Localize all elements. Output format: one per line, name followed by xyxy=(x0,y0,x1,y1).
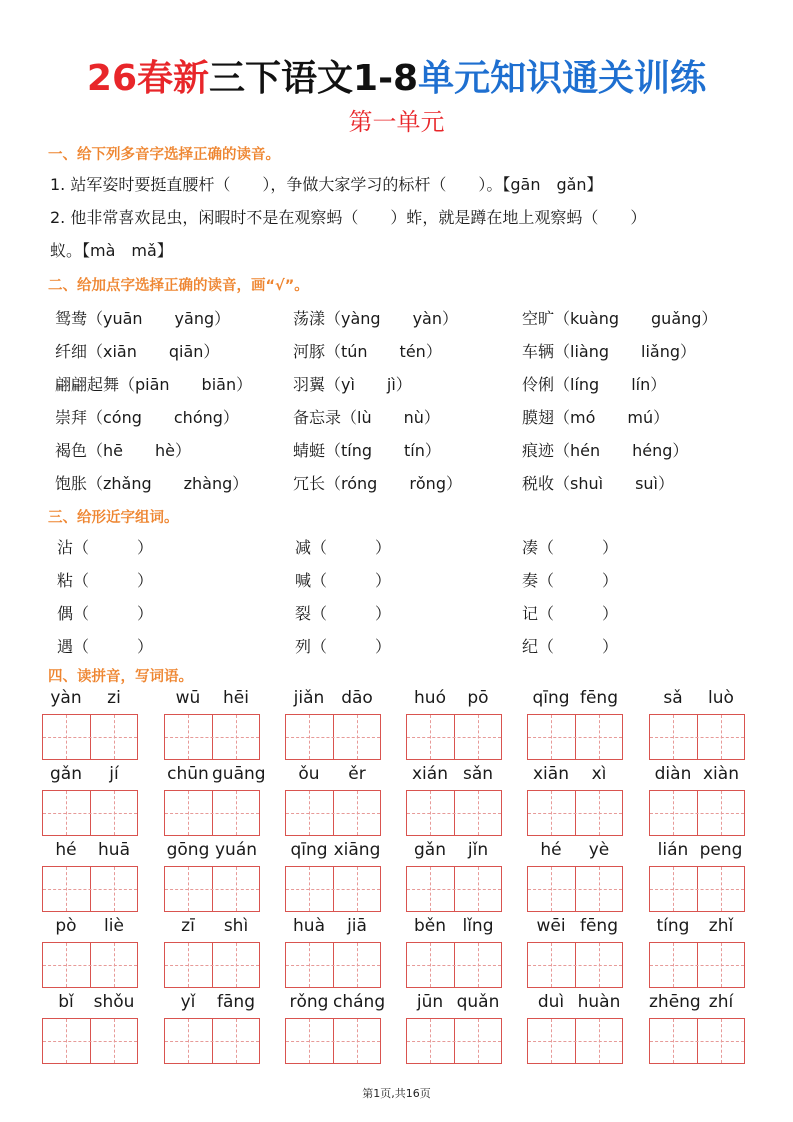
pinyin-pair xyxy=(406,688,502,712)
character-writing-box[interactable] xyxy=(649,790,745,836)
grid-guide-line xyxy=(528,737,622,738)
pinyin-syllable: xì xyxy=(591,764,607,784)
pinyin-pair xyxy=(42,764,138,788)
character-writing-box[interactable] xyxy=(527,866,623,912)
unit-subtitle: 第一单元 xyxy=(348,108,445,136)
pinyin-syllable: jūn xyxy=(416,992,444,1012)
grid-guide-line xyxy=(43,965,137,966)
pinyin-pair xyxy=(42,992,138,1016)
pinyin-pair xyxy=(42,688,138,712)
character-writing-box[interactable] xyxy=(649,866,745,912)
grid-guide-line xyxy=(650,737,744,738)
character-writing-box[interactable] xyxy=(527,942,623,988)
character-writing-box[interactable] xyxy=(406,790,502,836)
character-writing-box[interactable] xyxy=(406,866,502,912)
reading-choice-item: 河豚（tún tén） xyxy=(293,342,442,361)
question-2-line-1: 2. 他非常喜欢昆虫，闲暇时不是在观察蚂（ ）蚱，就是蹲在地上观察蚂（ ） xyxy=(50,208,647,227)
pinyin-pair xyxy=(527,840,623,864)
character-writing-box[interactable] xyxy=(649,714,745,760)
reading-choice-item: 翩翩起舞（piān biān） xyxy=(55,375,253,394)
grid-guide-line xyxy=(43,737,137,738)
character-writing-box[interactable] xyxy=(42,866,138,912)
reading-choice-item: 羽翼（yì jì） xyxy=(293,375,412,394)
pinyin-syllable: xián xyxy=(412,764,448,784)
pinyin-syllable: yǐ xyxy=(180,992,196,1012)
pinyin-pair xyxy=(285,992,386,1016)
character-writing-box[interactable] xyxy=(406,714,502,760)
character-writing-box[interactable] xyxy=(42,942,138,988)
pinyin-syllable: zhí xyxy=(708,992,734,1012)
character-writing-box[interactable] xyxy=(285,1018,381,1064)
grid-guide-line xyxy=(286,813,380,814)
pinyin-pair xyxy=(406,764,502,788)
pinyin-syllable: hé xyxy=(540,840,562,860)
grid-guide-line xyxy=(407,889,501,890)
pinyin-syllable: gǎn xyxy=(414,840,446,860)
title-part-2: 三下语文1-8 xyxy=(209,58,419,99)
pinyin-syllable: ǒu xyxy=(298,764,320,784)
pinyin-syllable: dāo xyxy=(341,688,373,708)
character-writing-box[interactable] xyxy=(285,790,381,836)
pinyin-pair xyxy=(285,688,381,712)
pinyin-syllable: lǐng xyxy=(462,916,494,936)
grid-guide-line xyxy=(528,965,622,966)
pinyin-syllable: yè xyxy=(588,840,610,860)
grid-guide-line xyxy=(650,965,744,966)
pinyin-syllable: liè xyxy=(104,916,124,936)
pinyin-pair xyxy=(285,916,381,940)
pinyin-syllable: huā xyxy=(98,840,130,860)
reading-choice-item: 饱胀（zhǎng zhàng） xyxy=(55,474,249,493)
grid-guide-line xyxy=(165,813,259,814)
reading-choice-item: 纤细（xiān qiān） xyxy=(55,342,220,361)
character-writing-box[interactable] xyxy=(527,790,623,836)
pinyin-syllable: rǒng xyxy=(289,992,329,1012)
word-group-item: 奏（ ） xyxy=(522,571,619,590)
pinyin-pair xyxy=(164,764,266,788)
character-writing-box[interactable] xyxy=(42,714,138,760)
pinyin-syllable: duì xyxy=(537,992,565,1012)
title-part-1: 26春新 xyxy=(86,58,210,99)
grid-guide-line xyxy=(528,1041,622,1042)
pinyin-pair xyxy=(285,840,381,864)
pinyin-syllable: xiān xyxy=(533,764,569,784)
pinyin-syllable: běn xyxy=(413,916,447,936)
pinyin-syllable: hēi xyxy=(223,688,249,708)
character-writing-box[interactable] xyxy=(164,942,260,988)
pinyin-syllable: xiāng xyxy=(333,840,381,860)
word-group-item: 偶（ ） xyxy=(57,604,154,623)
pinyin-syllable: zi xyxy=(107,688,121,708)
pinyin-pair xyxy=(527,688,623,712)
pinyin-syllable: pò xyxy=(55,916,77,936)
grid-guide-line xyxy=(650,1041,744,1042)
character-writing-box[interactable] xyxy=(406,942,502,988)
pinyin-syllable: jiā xyxy=(347,916,367,936)
pinyin-syllable: fēng xyxy=(579,688,618,708)
pinyin-syllable: qīng xyxy=(290,840,328,860)
pinyin-syllable: pō xyxy=(467,688,489,708)
section-1-heading: 一、给下列多音字选择正确的读音。 xyxy=(48,147,280,163)
pinyin-syllable: xiàn xyxy=(703,764,739,784)
character-writing-box[interactable] xyxy=(285,866,381,912)
grid-guide-line xyxy=(528,813,622,814)
title-part-3: 单元知识通关训练 xyxy=(418,58,707,99)
reading-choice-item: 蜻蜓（tíng tín） xyxy=(293,441,441,460)
grid-guide-line xyxy=(528,889,622,890)
reading-choice-item: 冗长（róng rǒng） xyxy=(293,474,462,493)
question-1: 1. 站军姿时要挺直腰杆（ ），争做大家学习的标杆（ ）。【gān gǎn】 xyxy=(50,175,603,194)
pinyin-syllable: sǎn xyxy=(462,764,494,784)
character-writing-box[interactable] xyxy=(527,714,623,760)
grid-guide-line xyxy=(43,1041,137,1042)
reading-choice-item: 税收（shuì suì） xyxy=(522,474,674,493)
pinyin-pair xyxy=(406,916,502,940)
pinyin-syllable: diàn xyxy=(654,764,692,784)
pinyin-pair xyxy=(649,688,745,712)
character-writing-box[interactable] xyxy=(527,1018,623,1064)
pinyin-pair xyxy=(527,992,623,1016)
pinyin-syllable: gǎn xyxy=(50,764,82,784)
pinyin-pair xyxy=(164,916,260,940)
grid-guide-line xyxy=(407,813,501,814)
question-2-line-2: 蚁。【mà mǎ】 xyxy=(50,241,173,260)
reading-choice-item: 荡漾（yàng yàn） xyxy=(293,309,458,328)
pinyin-syllable: jiǎn xyxy=(293,688,325,708)
pinyin-syllable: yuán xyxy=(214,840,258,860)
character-writing-box[interactable] xyxy=(42,1018,138,1064)
pinyin-pair xyxy=(164,688,260,712)
pinyin-pair xyxy=(649,764,745,788)
pinyin-syllable: zī xyxy=(181,916,195,936)
reading-choice-item: 伶俐（líng lín） xyxy=(522,375,667,394)
pinyin-syllable: huó xyxy=(414,688,446,708)
word-group-item: 沾（ ） xyxy=(57,538,154,557)
grid-guide-line xyxy=(286,1041,380,1042)
pinyin-syllable: guāng xyxy=(212,764,266,784)
grid-guide-line xyxy=(650,889,744,890)
word-group-item: 记（ ） xyxy=(522,604,619,623)
pinyin-syllable: peng xyxy=(699,840,743,860)
word-group-item: 粘（ ） xyxy=(57,571,154,590)
pinyin-syllable: zhǐ xyxy=(708,916,734,936)
character-writing-box[interactable] xyxy=(164,866,260,912)
pinyin-syllable: zhēng xyxy=(649,992,701,1012)
pinyin-pair xyxy=(42,840,138,864)
section-3-heading: 三、给形近字组词。 xyxy=(48,510,179,526)
reading-choice-item: 备忘录（lù nù） xyxy=(293,408,440,427)
reading-choice-item: 空旷（kuàng guǎng） xyxy=(522,309,718,328)
pinyin-syllable: ěr xyxy=(348,764,366,784)
reading-choice-item: 车辆（liàng liǎng） xyxy=(522,342,696,361)
grid-guide-line xyxy=(165,1041,259,1042)
reading-choice-item: 痕迹（hén héng） xyxy=(522,441,689,460)
word-group-item: 裂（ ） xyxy=(295,604,392,623)
pinyin-syllable: sǎ xyxy=(663,688,683,708)
word-group-item: 喊（ ） xyxy=(295,571,392,590)
pinyin-syllable: yàn xyxy=(50,688,82,708)
word-group-item: 凑（ ） xyxy=(522,538,619,557)
grid-guide-line xyxy=(407,1041,501,1042)
word-group-item: 列（ ） xyxy=(295,637,392,656)
pinyin-syllable: gōng xyxy=(166,840,210,860)
grid-guide-line xyxy=(165,965,259,966)
pinyin-syllable: wēi xyxy=(536,916,566,936)
pinyin-syllable: huà xyxy=(293,916,325,936)
pinyin-syllable: jǐn xyxy=(467,840,489,860)
word-group-item: 纪（ ） xyxy=(522,637,619,656)
page-title xyxy=(0,50,793,101)
character-writing-box[interactable] xyxy=(285,714,381,760)
pinyin-syllable: lián xyxy=(657,840,689,860)
pinyin-syllable: luò xyxy=(708,688,734,708)
reading-choice-item: 鸳鸯（yuān yāng） xyxy=(55,309,231,328)
pinyin-pair xyxy=(649,916,745,940)
pinyin-pair xyxy=(285,764,381,788)
character-writing-box[interactable] xyxy=(164,714,260,760)
word-group-item: 遇（ ） xyxy=(57,637,154,656)
pinyin-pair xyxy=(649,840,745,864)
character-writing-box[interactable] xyxy=(406,1018,502,1064)
section-4-heading: 四、读拼音，写词语。 xyxy=(48,669,193,685)
character-writing-box[interactable] xyxy=(649,1018,745,1064)
word-group-item: 减（ ） xyxy=(295,538,392,557)
pinyin-syllable: tíng xyxy=(656,916,690,936)
grid-guide-line xyxy=(286,737,380,738)
character-writing-box[interactable] xyxy=(285,942,381,988)
pinyin-syllable: wū xyxy=(175,688,201,708)
pinyin-syllable: qīng xyxy=(532,688,570,708)
pinyin-pair xyxy=(164,840,260,864)
character-writing-box[interactable] xyxy=(649,942,745,988)
grid-guide-line xyxy=(165,889,259,890)
grid-guide-line xyxy=(286,889,380,890)
pinyin-syllable: bǐ xyxy=(58,992,74,1012)
pinyin-pair xyxy=(406,840,502,864)
reading-choice-item: 褐色（hē hè） xyxy=(55,441,191,460)
grid-guide-line xyxy=(650,813,744,814)
pinyin-syllable: quǎn xyxy=(456,992,500,1012)
pinyin-pair xyxy=(42,916,138,940)
pinyin-syllable: jí xyxy=(109,764,119,784)
pinyin-pair xyxy=(527,764,623,788)
section-2-heading: 二、给加点字选择正确的读音，画“√”。 xyxy=(48,278,309,294)
pinyin-pair xyxy=(649,992,745,1016)
pinyin-syllable: fēng xyxy=(579,916,618,936)
pinyin-syllable: cháng xyxy=(333,992,386,1012)
grid-guide-line xyxy=(165,737,259,738)
pinyin-syllable: shì xyxy=(223,916,249,936)
pinyin-syllable: fāng xyxy=(217,992,255,1012)
pinyin-pair xyxy=(406,992,502,1016)
grid-guide-line xyxy=(286,965,380,966)
pinyin-syllable: huàn xyxy=(577,992,621,1012)
grid-guide-line xyxy=(407,965,501,966)
pinyin-syllable: chūn xyxy=(167,764,209,784)
grid-guide-line xyxy=(43,813,137,814)
pinyin-pair xyxy=(164,992,260,1016)
grid-guide-line xyxy=(43,889,137,890)
pinyin-pair xyxy=(527,916,623,940)
character-writing-box[interactable] xyxy=(164,1018,260,1064)
pinyin-syllable: hé xyxy=(55,840,77,860)
pinyin-syllable: shǒu xyxy=(93,992,135,1012)
reading-choice-item: 崇拜（cóng chóng） xyxy=(55,408,239,427)
page-footer: 第1页,共16页 xyxy=(362,1087,431,1100)
character-writing-box[interactable] xyxy=(164,790,260,836)
reading-choice-item: 膜翅（mó mú） xyxy=(522,408,670,427)
grid-guide-line xyxy=(407,737,501,738)
character-writing-box[interactable] xyxy=(42,790,138,836)
